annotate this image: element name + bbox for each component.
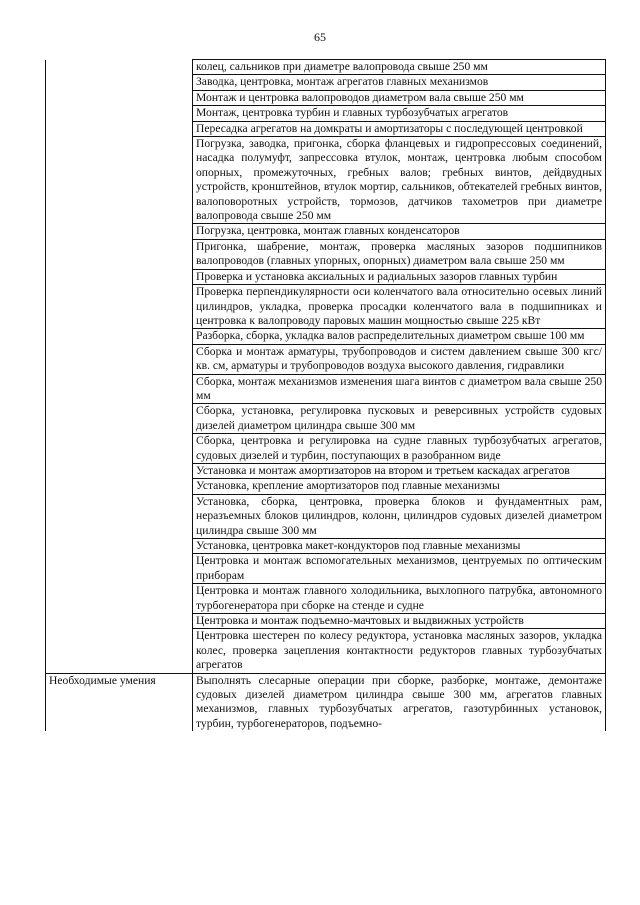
- duty-cell: Сборка, монтаж механизмов изменения шага винтов с диаметром вала свыше 250 мм: [193, 374, 606, 404]
- table-row: [46, 434, 606, 464]
- table-row: [46, 137, 606, 224]
- label-cell: [46, 75, 193, 90]
- duty-cell: Погрузка, центровка, монтаж главных конденсаторов: [193, 224, 606, 239]
- label-cell: [46, 137, 193, 224]
- duty-cell: Центровка и монтаж главного холодильника, выхлопного патрубка, автономного турбогенератора при сборке на стенде и судне: [193, 584, 606, 614]
- table-row: [46, 629, 606, 673]
- label-cell: [46, 106, 193, 121]
- table-row: [46, 344, 606, 374]
- duty-cell: Проверка и установка аксиальных и радиальных зазоров главных турбин: [193, 269, 606, 284]
- table-row: [46, 479, 606, 494]
- duty-cell: Установка, центровка макет-кондукторов под главные механизмы: [193, 539, 606, 554]
- table-row: [46, 463, 606, 478]
- skills-label: Необходимые умения: [46, 673, 193, 731]
- table-row: [46, 239, 606, 269]
- table-row: [46, 121, 606, 136]
- label-cell: [46, 239, 193, 269]
- duty-cell: Центровка и монтаж вспомогательных механизмов, центруемых по оптическим приборам: [193, 554, 606, 584]
- duty-cell: Установка, сборка, центровка, проверка блоков и фундаментных рам, неразъемных блоков цилиндров, колонн, цилиндров судовых дизелей диаметром цилиндра свыше 300 мм: [193, 494, 606, 538]
- duty-cell: Установка, крепление амортизаторов под главные механизмы: [193, 479, 606, 494]
- skills-text: Выполнять слесарные операции при сборке, разборке, монтаже, демонтаже судовых дизелей диаметром цилиндра свыше 300 мм, агрегатов главных механизмов, главных турбозубчатых агрегатов, газотурбинных установок, турбин, турбогенераторов, подъемно-: [193, 673, 606, 731]
- label-cell: [46, 463, 193, 478]
- duty-cell: Центровка шестерен по колесу редуктора, установка масляных зазоров, укладка колес, проверка зацепления контактности редукторов главных турбозубчатых агрегатов: [193, 629, 606, 673]
- label-cell: [46, 434, 193, 464]
- table-row: [46, 224, 606, 239]
- skills-row: [46, 673, 606, 731]
- table-row: [46, 614, 606, 629]
- duty-cell: Сборка и монтаж арматуры, трубопроводов и систем давлением свыше 300 кгс/кв. см, арматуры и трубопроводов воздуха высокого давления, гидравлики: [193, 344, 606, 374]
- table-row: [46, 285, 606, 329]
- label-cell: [46, 285, 193, 329]
- duty-cell: Сборка, центровка и регулировка на судне главных турбозубчатых агрегатов, судовых дизелей и турбин, поступающих в разобранном виде: [193, 434, 606, 464]
- label-cell: [46, 90, 193, 105]
- duty-cell: Установка и монтаж амортизаторов на втором и третьем каскадах агрегатов: [193, 463, 606, 478]
- duty-cell: Сборка, установка, регулировка пусковых и реверсивных устройств судовых дизелей диаметром цилиндра свыше 300 мм: [193, 404, 606, 434]
- label-cell: [46, 329, 193, 344]
- label-cell: [46, 494, 193, 538]
- duty-cell: Погрузка, заводка, пригонка, сборка фланцевых и гидропрессовых соединений, насадка полумуфт, запрессовка втулок, монтаж, центровка любым способом опорных, промежуточных, гребных валов; гребных винтов, дейдвудных устройств, кронштейнов, втулок мортир, сальников, обтекателей гребных винтов, валоповоротных устройств, тормозов, датчиков тахометров при диаметре валопровода свыше 250 мм: [193, 137, 606, 224]
- table-row: [46, 75, 606, 90]
- table-row: [46, 106, 606, 121]
- duty-cell: Пригонка, шабрение, монтаж, проверка масляных зазоров подшипников валопроводов (главных упорных, опорных) диаметром вала свыше 250 мм: [193, 239, 606, 269]
- duty-cell: Центровка и монтаж подъемно-мачтовых и выдвижных устройств: [193, 614, 606, 629]
- table-row: [46, 494, 606, 538]
- label-cell: [46, 629, 193, 673]
- table-row: [46, 584, 606, 614]
- duty-cell: Разборка, сборка, укладка валов распределительных диаметром свыше 100 мм: [193, 329, 606, 344]
- label-cell: [46, 404, 193, 434]
- label-cell: [46, 584, 193, 614]
- label-cell: [46, 269, 193, 284]
- label-cell: [46, 224, 193, 239]
- label-cell: [46, 374, 193, 404]
- table-row: [46, 90, 606, 105]
- duty-cell: Монтаж, центровка турбин и главных турбозубчатых агрегатов: [193, 106, 606, 121]
- label-cell: [46, 344, 193, 374]
- label-cell: [46, 614, 193, 629]
- duty-cell: колец, сальников при диаметре валопровода свыше 250 мм: [193, 60, 606, 75]
- table-row: [46, 374, 606, 404]
- duty-cell: Заводка, центровка, монтаж агрегатов главных механизмов: [193, 75, 606, 90]
- duty-cell: Пересадка агрегатов на домкраты и амортизаторы с последующей центровкой: [193, 121, 606, 136]
- label-cell: [46, 60, 193, 75]
- label-cell: [46, 121, 193, 136]
- duty-cell: Проверка перпендикулярности оси коленчатого вала относительно осевых линий цилиндров, укладка, проверка просадки коленчатого вала в подшипниках и центровка к валопроводу паровых машин мощностью свыше 225 кВт: [193, 285, 606, 329]
- label-cell: [46, 479, 193, 494]
- duty-cell: Монтаж и центровка валопроводов диаметром вала свыше 250 мм: [193, 90, 606, 105]
- table-row: [46, 554, 606, 584]
- job-duties-table: [45, 59, 606, 731]
- table-row: [46, 329, 606, 344]
- table-row: [46, 539, 606, 554]
- label-cell: [46, 554, 193, 584]
- table-row: [46, 60, 606, 75]
- table-row: [46, 269, 606, 284]
- label-cell: [46, 539, 193, 554]
- table-row: [46, 404, 606, 434]
- page-number: 65: [314, 30, 326, 44]
